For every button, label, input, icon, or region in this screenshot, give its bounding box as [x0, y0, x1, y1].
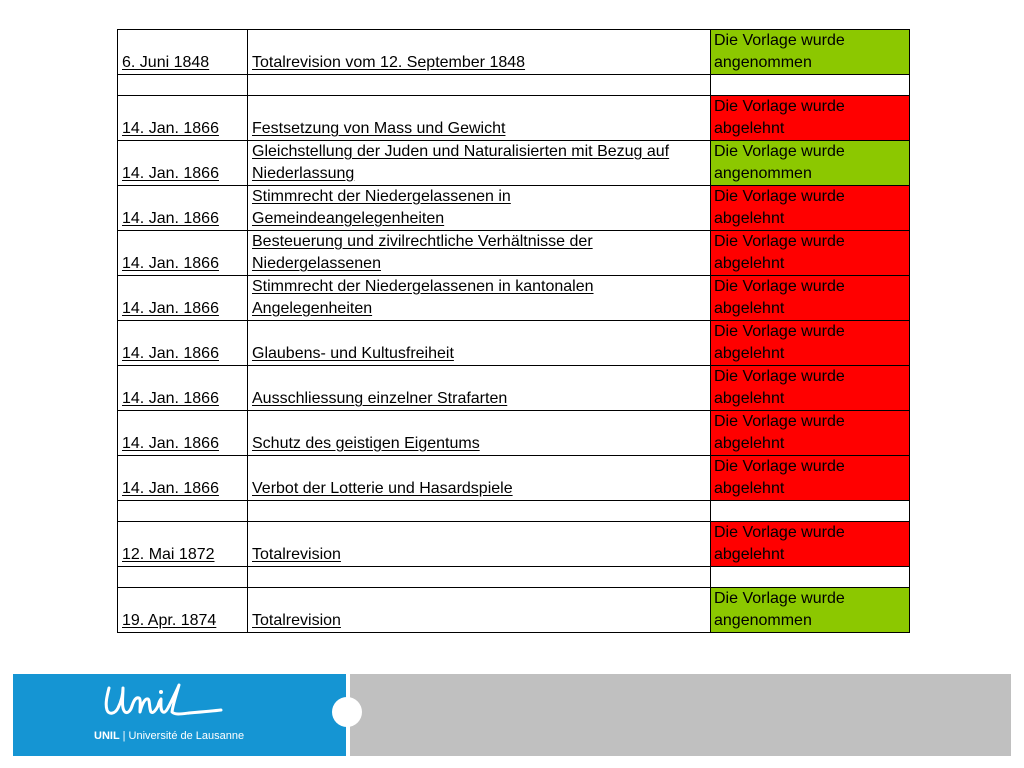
- table-row: [118, 321, 910, 366]
- date-cell: 14. Jan. 1866: [118, 411, 248, 456]
- date-cell: [118, 501, 248, 522]
- date-cell: [118, 567, 248, 588]
- table-row: [118, 231, 910, 276]
- referendum-table-body: [118, 30, 910, 633]
- table-row: [118, 411, 910, 456]
- table-row: [118, 366, 910, 411]
- result-cell: Die Vorlage wurde angenommen: [711, 30, 910, 75]
- subject-cell: [248, 75, 711, 96]
- result-cell: Die Vorlage wurde angenommen: [711, 141, 910, 186]
- subject-cell: [248, 501, 711, 522]
- result-cell: Die Vorlage wurde abgelehnt: [711, 456, 910, 501]
- table-row: [118, 141, 910, 186]
- date-cell: 14. Jan. 1866: [118, 96, 248, 141]
- result-cell: Die Vorlage wurde abgelehnt: [711, 96, 910, 141]
- referendum-table: [117, 29, 910, 633]
- date-cell: 14. Jan. 1866: [118, 141, 248, 186]
- subject-cell: Glaubens- und Kultusfreiheit: [248, 321, 711, 366]
- subject-cell: Verbot der Lotterie und Hasardspiele: [248, 456, 711, 501]
- subject-cell: Festsetzung von Mass und Gewicht: [248, 96, 711, 141]
- table-row: [118, 186, 910, 231]
- date-cell: 14. Jan. 1866: [118, 276, 248, 321]
- table-row: [118, 30, 910, 75]
- university-caption: [94, 730, 244, 742]
- result-cell: [711, 567, 910, 588]
- result-cell: [711, 75, 910, 96]
- date-cell: 14. Jan. 1866: [118, 186, 248, 231]
- table-row: [118, 588, 910, 633]
- footer-dot-icon: [332, 697, 362, 727]
- date-cell: 12. Mai 1872: [118, 522, 248, 567]
- result-cell: Die Vorlage wurde abgelehnt: [711, 276, 910, 321]
- subject-cell: Totalrevision: [248, 522, 711, 567]
- caption-separator: |: [122, 730, 126, 742]
- result-cell: Die Vorlage wurde abgelehnt: [711, 366, 910, 411]
- table-row: [118, 276, 910, 321]
- result-cell: Die Vorlage wurde abgelehnt: [711, 231, 910, 276]
- date-cell: 14. Jan. 1866: [118, 321, 248, 366]
- subject-cell: Totalrevision vom 12. September 1848: [248, 30, 711, 75]
- result-cell: Die Vorlage wurde abgelehnt: [711, 186, 910, 231]
- subject-cell: Ausschliessung einzelner Strafarten: [248, 366, 711, 411]
- subject-cell: Stimmrecht der Niedergelassenen in Gemeindeangelegenheiten: [248, 186, 711, 231]
- subject-cell: Schutz des geistigen Eigentums: [248, 411, 711, 456]
- table-row: [118, 567, 910, 588]
- table-row: [118, 456, 910, 501]
- table-row: [118, 501, 910, 522]
- date-cell: 14. Jan. 1866: [118, 456, 248, 501]
- subject-cell: Stimmrecht der Niedergelassenen in kantonalen Angelegenheiten: [248, 276, 711, 321]
- result-cell: Die Vorlage wurde angenommen: [711, 588, 910, 633]
- table-row: [118, 96, 910, 141]
- subject-cell: Totalrevision: [248, 588, 711, 633]
- table-row: [118, 522, 910, 567]
- caption-short: UNIL: [94, 730, 120, 742]
- subject-cell: Gleichstellung der Juden und Naturalisierten mit Bezug auf Niederlassung: [248, 141, 711, 186]
- result-cell: Die Vorlage wurde abgelehnt: [711, 411, 910, 456]
- subject-cell: [248, 567, 711, 588]
- result-cell: Die Vorlage wurde abgelehnt: [711, 321, 910, 366]
- footer-gray-band: [350, 674, 1011, 756]
- unil-logo-wordmark: [101, 682, 225, 722]
- caption-full: Université de Lausanne: [128, 730, 245, 742]
- date-cell: 14. Jan. 1866: [118, 366, 248, 411]
- date-cell: 19. Apr. 1874: [118, 588, 248, 633]
- date-cell: 14. Jan. 1866: [118, 231, 248, 276]
- subject-cell: Besteuerung und zivilrechtliche Verhältnisse der Niedergelassenen: [248, 231, 711, 276]
- result-cell: Die Vorlage wurde abgelehnt: [711, 522, 910, 567]
- date-cell: 6. Juni 1848: [118, 30, 248, 75]
- date-cell: [118, 75, 248, 96]
- result-cell: [711, 501, 910, 522]
- table-row: [118, 75, 910, 96]
